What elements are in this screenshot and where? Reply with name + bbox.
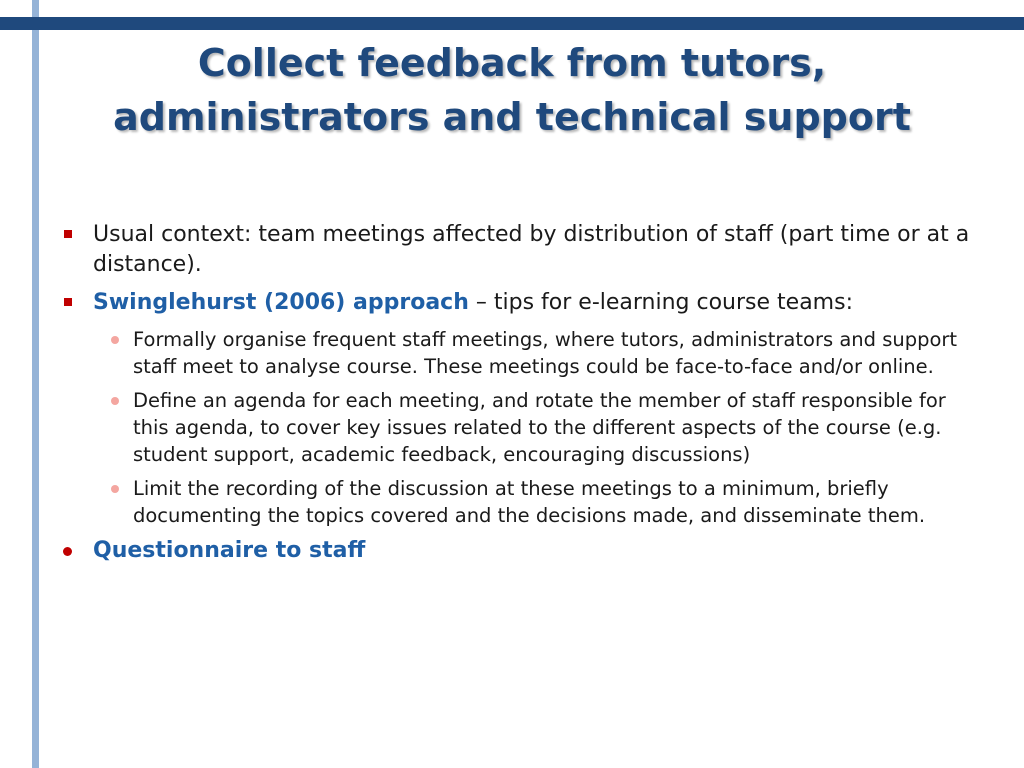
side-accent-bar bbox=[32, 0, 39, 768]
subbullet-text: Limit the recording of the discussion at these meetings to a minimum, briefly documenting the topics covered and the decisions made, and disseminate them. bbox=[133, 477, 926, 527]
circle-bullet-icon bbox=[111, 485, 119, 493]
bullet-usual-context bbox=[60, 220, 980, 280]
subbullet-text: Formally organise frequent staff meetings, where tutors, administrators and support staff meet to analyse course. These meetings could be face-to-face and/or online. bbox=[133, 328, 958, 378]
title-line-1: Collect feedback from tutors, bbox=[197, 41, 827, 85]
subbullet-item bbox=[133, 387, 980, 468]
subbullet-text: Define an agenda for each meeting, and rotate the member of staff responsible for this agenda, to cover key issues related to the different aspects of the course (e.g. student support, academic feedback, encouraging discussions) bbox=[133, 389, 946, 466]
bullet-text: Usual context: team meetings affected by distribution of staff (part time or at a distance). bbox=[93, 222, 970, 277]
subbullet-item bbox=[133, 475, 980, 529]
bullet-questionnaire bbox=[60, 536, 980, 566]
circle-bullet-icon bbox=[111, 397, 119, 405]
top-accent-bar bbox=[0, 17, 1024, 30]
slide-body bbox=[60, 220, 980, 574]
subbullet-item bbox=[133, 326, 980, 380]
questionnaire-link[interactable]: Questionnaire to staff bbox=[93, 538, 366, 563]
circle-bullet-icon bbox=[63, 547, 72, 556]
bullet-text: – tips for e-learning course teams: bbox=[468, 290, 853, 315]
bullet-swinglehurst bbox=[60, 288, 980, 318]
slide-title bbox=[40, 36, 984, 144]
circle-bullet-icon bbox=[111, 336, 119, 344]
swinglehurst-link[interactable]: Swinglehurst (2006) approach bbox=[93, 290, 469, 315]
square-bullet-icon bbox=[64, 298, 72, 306]
title-line-2: administrators and technical support bbox=[113, 95, 911, 139]
square-bullet-icon bbox=[64, 230, 72, 238]
